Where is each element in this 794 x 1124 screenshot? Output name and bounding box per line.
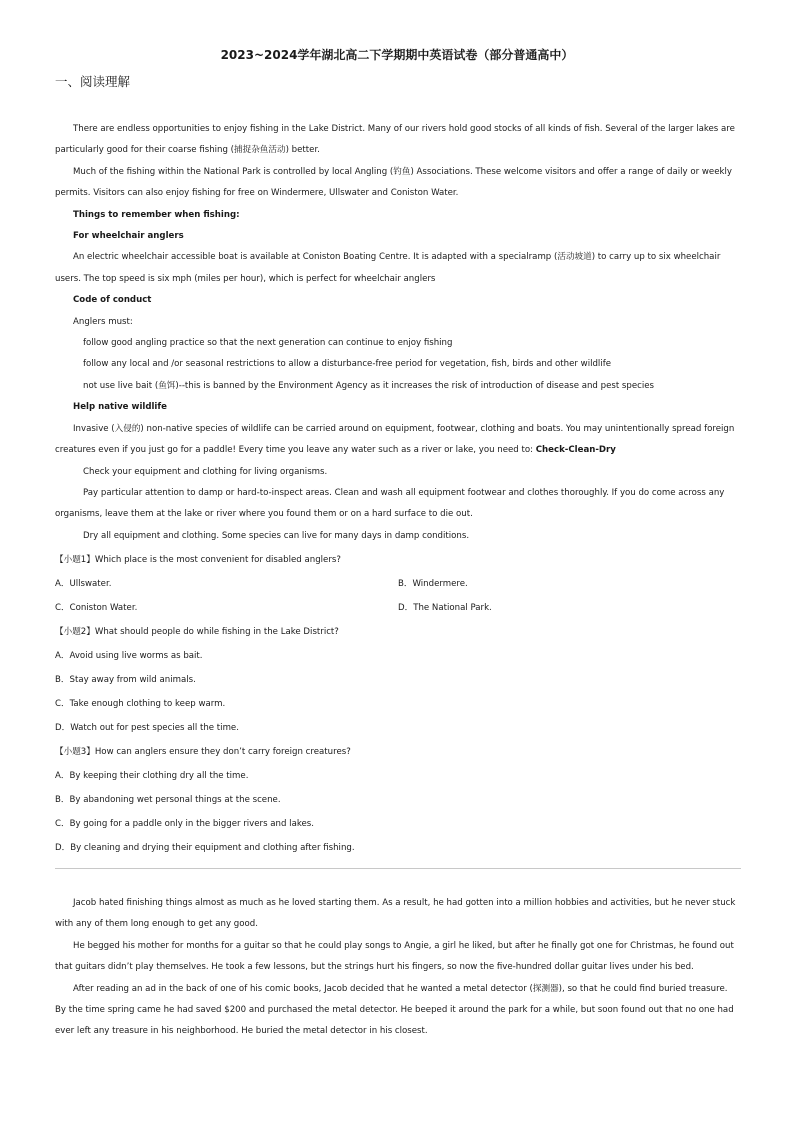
subheading: Help native wildlife [73, 402, 167, 413]
option-d: D．By cleaning and drying their equipment and clothing after fishing. [55, 843, 355, 853]
option-b: B．Windermere. [398, 579, 468, 589]
option-b: B．Stay away from wild animals. [55, 675, 196, 685]
passage-2 [55, 893, 741, 1043]
option-row [55, 572, 741, 596]
question-3: 【小题3】How can anglers ensure they don’t carry foreign creatures? [55, 747, 351, 757]
bullet-item: not use live bait (鱼饵)--this is banned by the Environment Agency as it increases the risk of introduction of disease and pest species [83, 380, 655, 391]
paragraph: Much of the fishing within the National Park is controlled by local Angling (钓鱼) Associations. These welcome visitors and offer a range of daily or weekly permits. Visitors can also enjoy fishing for free on Windermere, Ullswater and Coniston Water. [55, 166, 732, 199]
bullet-item: follow good angling practice so that the next generation can continue to enjoy fishing [83, 338, 453, 349]
option-d: D．Watch out for pest species all the time. [55, 723, 239, 733]
paragraph: He begged his mother for months for a guitar so that he could play songs to Angie, a girl he liked, but after he finally got one for Christmas, he found out that guitars didn’t play themselves. He took a few lessons, but the strings hurt his fingers, so now the five-hundred dollar guitar lives under his bed. [55, 940, 734, 973]
paragraph [55, 419, 741, 462]
bullet-item: Check your equipment and clothing for living organisms. [83, 466, 328, 477]
option-a: A．Ullswater. [55, 579, 112, 589]
paragraph: Anglers must: [73, 316, 133, 327]
subheading: For wheelchair anglers [73, 231, 184, 242]
question-1: 【小题1】Which place is the most convenient for disabled anglers? [55, 555, 341, 565]
paragraph: There are endless opportunities to enjoy fishing in the Lake District. Many of our rivers hold good stocks of all kinds of fish. Several of the larger lakes are particularly good for their coarse fishing (捕捉杂鱼活动) better. [55, 124, 735, 156]
paragraph: After reading an ad in the back of one of his comic books, Jacob decided that he wanted a metal detector (探测器), so that he could find buried treasure. By the time spring came he had saved $200 and purchased the metal detector. He beeped it around the park for a while, but soon found out that no one had ever left any treasure in his neighborhood. He buried the metal detector in his closest. [55, 983, 734, 1037]
option-row [55, 596, 741, 620]
option-c: C．By going for a paddle only in the bigger rivers and lakes. [55, 819, 314, 829]
paragraph: Jacob hated finishing things almost as much as he loved starting them. As a result, he had gotten into a million hobbies and activities, but he never stuck with any of them long enough to get any good. [55, 898, 736, 930]
option-d: D．The National Park. [398, 603, 492, 613]
section-divider [55, 868, 741, 869]
option-a: A．By keeping their clothing dry all the time. [55, 771, 249, 781]
option-c: C．Coniston Water. [55, 603, 138, 613]
questions [55, 548, 741, 860]
bullet-item: Pay particular attention to damp or hard-to-inspect areas. Clean and wash all equipment footwear and clothes thoroughly. If you do come across any organisms, leave them at the lake or river where you found them or on a hard surface to die out. [55, 487, 725, 520]
paragraph: An electric wheelchair accessible boat is available at Coniston Boating Centre. It is adapted with a specialramp (活动坡道) to carry up to six wheelchair users. The top speed is six mph (miles per hour), which is perfect for wheelchair anglers [55, 252, 721, 284]
option-b: B．By abandoning wet personal things at the scene. [55, 795, 281, 805]
paragraph-text: Invasive (入侵的) non-native species of wildlife can be carried around on equipment, footwear, clothing and boats. You may unintentionally spread foreign creatures even if you just go for a paddle! Every time you leave any water such as a river or lake, you need to: [55, 423, 735, 456]
subheading: Code of conduct [73, 295, 152, 306]
subheading: Things to remember when fishing: [73, 209, 240, 220]
bullet-item: follow any local and /or seasonal restrictions to allow a disturbance-free period for vegetation, fish, birds and other wildlife [83, 359, 612, 370]
document-title: 2023~2024学年湖北高二下学期期中英语试卷（部分普通高中） [220, 48, 574, 62]
section-heading: 一、阅读理解 [55, 74, 131, 89]
check-clean-dry-label: Check-Clean-Dry [535, 445, 616, 456]
bullet-item: Dry all equipment and clothing. Some species can live for many days in damp conditions. [83, 530, 470, 541]
option-a: A．Avoid using live worms as bait. [55, 651, 203, 661]
option-c: C．Take enough clothing to keep warm. [55, 699, 226, 709]
passage-1 [55, 119, 741, 547]
question-2: 【小题2】What should people do while fishing in the Lake District? [55, 627, 339, 637]
